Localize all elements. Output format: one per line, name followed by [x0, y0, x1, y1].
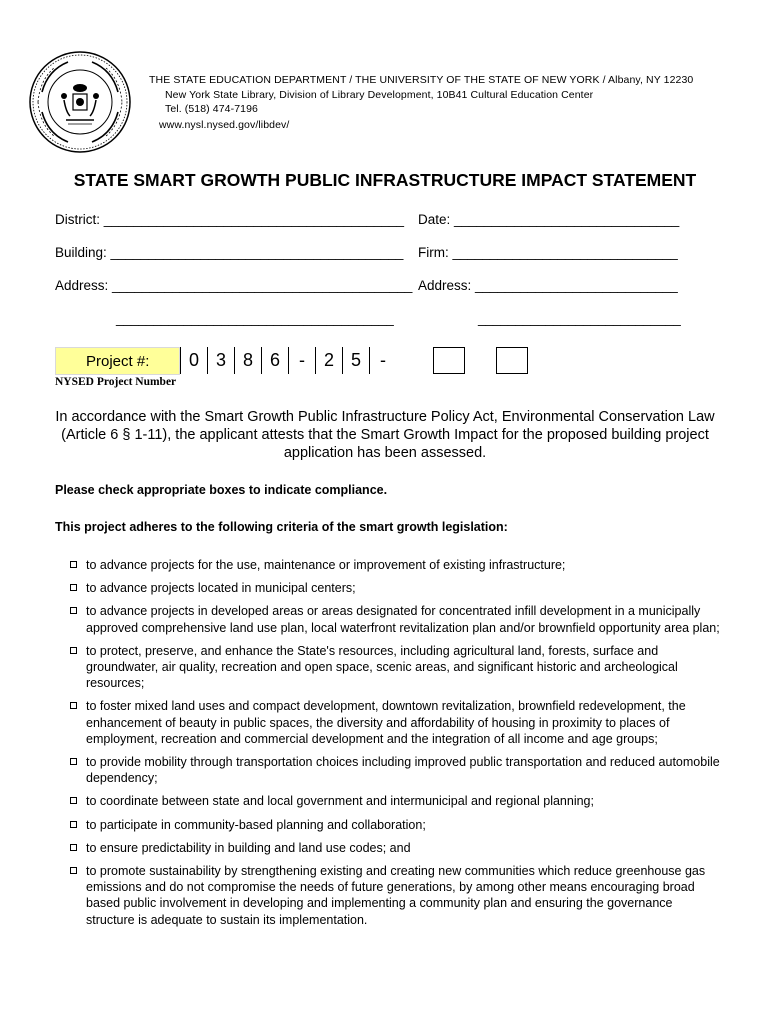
checkbox[interactable] — [70, 702, 77, 709]
project-separator-1: - — [288, 347, 315, 374]
firm-field[interactable]: Firm: ______________________________ — [418, 245, 678, 260]
project-digit-5[interactable]: 2 — [315, 347, 342, 374]
criteria-item — [70, 793, 720, 809]
criteria-text: to foster mixed land uses and compact development, downtown revitalization, brownfield redevelopment, the enhancement of beauty in public spaces, the diversity and affordability of housing in proximity to places of employment, recreation and commercial development and the integration of all income and age groups; — [86, 699, 686, 746]
project-number-label — [55, 347, 180, 375]
checkbox[interactable] — [70, 584, 77, 591]
criteria-text: to protect, preserve, and enhance the State's resources, including agricultural land, forests, surface and groundwater, air quality, recreation and open space, scenic areas, and significant historic and archeological resources; — [86, 643, 678, 691]
checkbox[interactable] — [70, 797, 77, 804]
criteria-text: to ensure predictability in building and land use codes; and — [86, 840, 411, 855]
project-digit-4[interactable]: 6 — [261, 347, 288, 374]
project-separator-2: - — [369, 347, 396, 374]
date-field[interactable]: Date: ______________________________ — [418, 212, 680, 227]
header-line-library: New York State Library, Division of Library Development, 10B41 Cultural Education Center — [165, 89, 594, 101]
nysed-project-number-caption: NYSED Project Number — [55, 376, 177, 388]
building-field[interactable]: Building: _______________________________________ — [55, 245, 404, 260]
criteria-item — [70, 698, 720, 747]
checkbox[interactable] — [70, 844, 77, 851]
header-line-website: www.nysl.nysed.gov/libdev/ — [159, 119, 290, 131]
criteria-checklist — [70, 557, 720, 935]
checkbox[interactable] — [70, 867, 77, 874]
criteria-item — [70, 557, 720, 573]
project-digit-6[interactable]: 5 — [342, 347, 369, 374]
criteria-item — [70, 754, 720, 786]
checkbox[interactable] — [70, 647, 77, 654]
checkbox[interactable] — [70, 758, 77, 765]
criteria-item — [70, 643, 720, 692]
firm-address-line-2[interactable]: ___________________________ — [478, 311, 681, 326]
project-digit-1[interactable]: 0 — [180, 347, 207, 374]
criteria-text: to coordinate between state and local government and intermunicipal and regional planning; — [86, 794, 594, 809]
nys-education-seal-icon — [28, 50, 132, 154]
criteria-item — [70, 863, 720, 928]
project-digit-7[interactable] — [433, 347, 465, 374]
header-line-phone: Tel. (518) 474-7196 — [165, 103, 258, 115]
criteria-item — [70, 840, 720, 856]
checkbox[interactable] — [70, 561, 77, 568]
criteria-item — [70, 817, 720, 833]
instruction-text: Please check appropriate boxes to indicate compliance. — [55, 483, 388, 497]
project-digit-8[interactable] — [496, 347, 528, 374]
project-label-text: Project #: — [86, 353, 150, 370]
project-box-divider — [433, 347, 434, 374]
district-field[interactable]: District: ________________________________________ — [55, 212, 405, 227]
district-address-field[interactable]: Address: ________________________________________ — [55, 278, 413, 293]
criteria-heading: This project adheres to the following criteria of the smart growth legislation: — [55, 520, 508, 534]
criteria-item — [70, 603, 720, 635]
criteria-text: to participate in community-based planning and collaboration; — [86, 817, 426, 832]
firm-address-field[interactable]: Address: ___________________________ — [418, 278, 678, 293]
criteria-text: to advance projects located in municipal centers; — [86, 581, 356, 596]
checkbox[interactable] — [70, 821, 77, 828]
page-title: STATE SMART GROWTH PUBLIC INFRASTRUCTURE IMPACT STATEMENT — [73, 170, 697, 190]
header-line-department: THE STATE EDUCATION DEPARTMENT / THE UNIVERSITY OF THE STATE OF NEW YORK / Albany, NY 12230 — [149, 74, 694, 86]
project-digit-2[interactable]: 3 — [207, 347, 234, 374]
criteria-text: to advance projects in developed areas or areas designated for concentrated infill development in a municipally approved comprehensive land use plan, local waterfront revitalization plan and/or brownfield opportunity area plan; — [86, 604, 720, 635]
criteria-text: to advance projects for the use, maintenance or improvement of existing infrastructure; — [86, 558, 566, 572]
project-digit-3[interactable]: 8 — [234, 347, 261, 374]
criteria-text: to provide mobility through transportation choices including improved public transportation and reduced automobile dependency; — [86, 755, 720, 786]
district-address-line-2[interactable]: _____________________________________ — [116, 311, 394, 326]
criteria-text: to promote sustainability by strengthening existing and creating new communities which reduce greenhouse gas emissions and do not compromise the needs of future generations, by among other means encouraging broad based public involvement in developing and implementing a community plan and ensuring the governance structure is adequate to sustain its implementation. — [86, 864, 706, 927]
checkbox[interactable] — [70, 607, 77, 614]
intro-statement: In accordance with the Smart Growth Public Infrastructure Policy Act, Environmental Conservation Law (Article 6 § 1-11), the applicant attests that the Smart Growth Impact for the proposed building project application has been assessed. — [55, 409, 715, 461]
criteria-item — [70, 580, 720, 596]
